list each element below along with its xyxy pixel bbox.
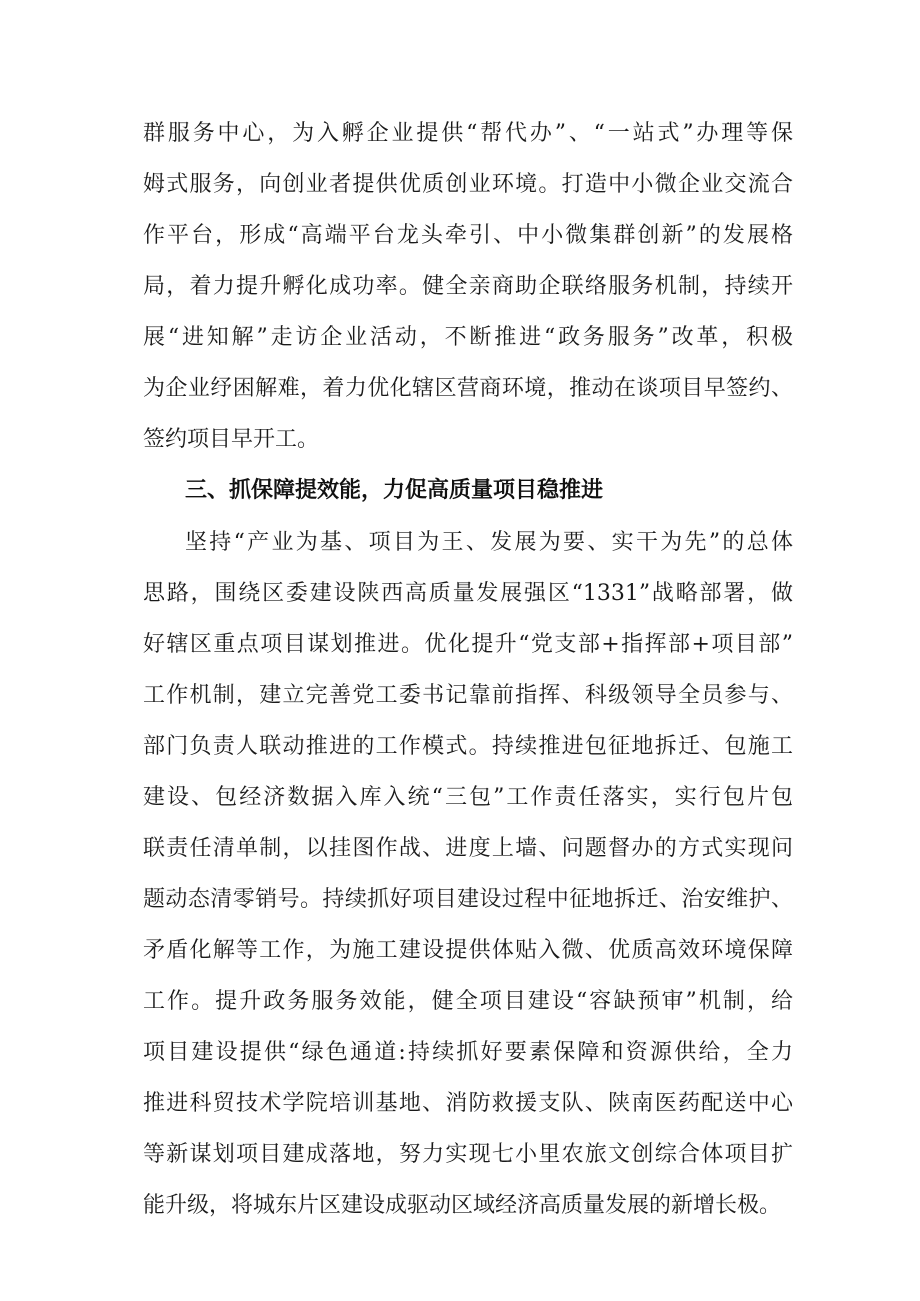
text-line: 好辖区重点项目谋划推进。优化提升“党支部+指挥部+项目部” xyxy=(143,632,793,657)
text-line: 姆式服务，向创业者提供优质创业环境。打造中小微企业交流合 xyxy=(143,172,793,197)
text-line: 为企业纾困解难，着力优化辖区营商环境，推动在谈项目早签约、 xyxy=(143,376,793,401)
text-line: 矛盾化解等工作，为施工建设提供体贴入微、优质高效环境保障 xyxy=(143,938,793,963)
text-line: 联责任清单制，以挂图作战、进度上墙、问题督办的方式实现问 xyxy=(143,836,793,861)
text-line: 等新谋划项目建成落地，努力实现七小里农旅文创综合体项目扩 xyxy=(143,1142,793,1167)
text-line: 部门负责人联动推进的工作模式。持续推进包征地拆迁、包施工 xyxy=(143,734,793,759)
text-line: 工作机制，建立完善党工委书记靠前指挥、科级领导全员参与、 xyxy=(143,683,793,708)
text-line: 推进科贸技术学院培训基地、消防救援支队、陕南医药配送中心 xyxy=(143,1091,793,1116)
text-line: 群服务中心，为入孵企业提供“帮代办”、“一站式”办理等保 xyxy=(143,121,793,146)
section-heading: 三、抓保障提效能，力促高质量项目稳推进 xyxy=(185,478,604,503)
text-line: 展“进知解”走访企业活动，不断推进“政务服务”改革，积极 xyxy=(143,325,793,350)
text-line: 工作。提升政务服务效能，健全项目建设“容缺预审”机制，给 xyxy=(143,989,793,1014)
text-line: 局，着力提升孵化成功率。健全亲商助企联络服务机制，持续开 xyxy=(143,274,793,299)
text-line: 签约项目早开工。 xyxy=(143,427,320,452)
text-line: 项目建设提供“绿色通道:持续抓好要素保障和资源供给，全力 xyxy=(143,1040,793,1065)
text-line: 能升级，将城东片区建设成驱动区域经济高质量发展的新增长极。 xyxy=(143,1193,782,1218)
text-line: 作平台，形成“高端平台龙头牵引、中小微集群创新”的发展格 xyxy=(143,223,793,248)
text-line: 思路，围绕区委建设陕西高质量发展强区“1331”战略部署，做 xyxy=(143,581,793,606)
text-line: 坚持“产业为基、项目为王、发展为要、实干为先”的总体 xyxy=(185,530,793,555)
text-line: 建设、包经济数据入库入统“三包”工作责任落实，实行包片包 xyxy=(143,785,793,810)
text-line: 题动态清零销号。持续抓好项目建设过程中征地拆迁、治安维护、 xyxy=(143,887,793,912)
